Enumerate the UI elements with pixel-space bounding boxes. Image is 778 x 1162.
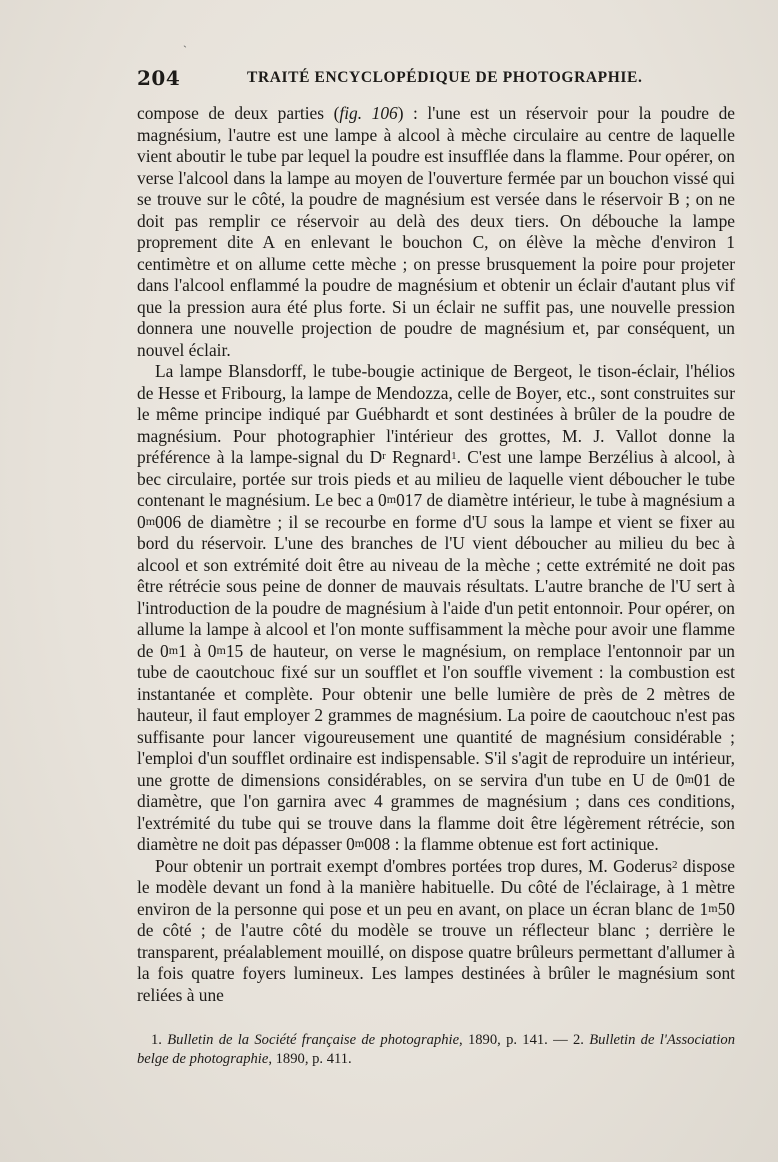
paragraph-1: compose de deux parties (fig. 106) : l'une est un réservoir pour la poudre de magnésium, l'autre est une lampe à alcool à mèche circulaire au centre de laquelle vient aboutir le tube par lequel la poudre est insufflée dans la flamme. Pour opérer, on verse l'alcool dans la lampe au moyen de l'ouverture fermée par un bouchon vissé qui se trouve sur le côté, la poudre de magnésium est versée dans le réservoir B ; on ne doit pas remplir ce réservoir au delà des deux tiers. On débouche la lampe proprement dite A en enlevant le bouchon C, on élève la mèche d'environ 1 centimètre et on allume cette mèche ; on presse brusquement la poire pour projeter dans l'alcool enflammé la poudre de magnésium et obtenir un éclair d'autant plus vif que la pression aura été plus forte. Si un éclair ne suffit pas, une nouvelle pression donnera une nouvelle projection de poudre de magnésium et, par conséquent, un nouvel éclair. — [137, 103, 735, 360]
footnote-ref-1: 1 — [451, 450, 457, 462]
paragraph-2: La lampe Blansdorff, le tube-bougie actinique de Bergeot, le tison-éclair, l'hélios de Hesse et Fribourg, la lampe de Mendozza, celle de Boyer, etc., sont construites sur le même principe indiqué par Guébhardt et sont destinées à brûler de la poudre de magnésium. Pour photographier l'intérieur des grottes, M. J. Vallot donne la préférence à la lampe-signal du $D^r$ Regnard$^1$. C'est une lampe Berzélius à alcool, à bec circulaire, portée sur trois pieds et au milieu de laquelle vient déboucher le tube contenant le magnésium. Le bec a 0m017 de diamètre intérieur, le tube à magnésium a 0m006 de diamètre ; il se recourbe en forme d'U sous la lampe et vient se fixer au bord du réservoir. L'une des branches de l'U vient déboucher au milieu du bec à alcool et son extrémité doit être au niveau de la mèche ; cette extrémité ne doit pas être rétrécie sous peine de donner de mauvais résultats. L'autre branche de l'U sert à l'introduction de la poudre de magnésium à l'aide d'un petit entonnoir. Pour opérer, on allume la lampe à alcool et l'on monte suffisamment la mèche pour avoir une flamme de 0m1 à 0m15 de hauteur, on verse le magnésium, on remplace l'entonnoir par un tube de caoutchouc fixé sur un soufflet et l'on souffle vivement : la combustion est instantanée et complète. Pour obtenir une belle lumière de près de 2 mètres de hauteur, il faut employer 2 grammes de magnésium. La poire de caoutchouc n'est pas suffisante pour lancer vigoureusement une quantité de magnésium considérable ; l'emploi d'un soufflet ordinaire est indispensable. S'il s'agit de reproduire un intérieur, une grotte de dimensions considérables, on se servira d'un tube en U de 0m01 de diamètre, que l'on garnira avec 4 grammes de magnésium ; dans ces conditions, l'extrémité du tube qui se trouve dans la flamme doit être légèrement rétrécie, son diamètre ne doit pas dépasser 0m008 : la flamme obtenue est fort actinique. — [137, 361, 736, 854]
footnote-title-1: Bulletin de la Société française de photographie — [167, 1032, 460, 1048]
page-number: 204 — [137, 66, 181, 90]
body-text — [137, 103, 735, 1006]
footnote-text: 1. Bulletin de la Société française de photographie, 1890, p. 141. — 2. Bulletin de l'Association belge de photographie, 1890, p. 411. — [137, 1032, 735, 1067]
figure-reference: fig. 106 — [339, 103, 398, 123]
footnote-number-1: 1. — [151, 1032, 162, 1048]
footnote-number-2: 2. — [572, 1032, 584, 1048]
footnote-title-2: Bulletin de l'Association belge de photographie — [137, 1032, 735, 1067]
footnotes — [137, 1031, 735, 1069]
page-header — [137, 66, 735, 92]
running-head: TRAITÉ ENCYCLOPÉDIQUE DE PHOTOGRAPHIE. — [247, 69, 643, 86]
footnote-ref-2: 2 — [672, 858, 678, 871]
stray-mark: ˎ — [183, 34, 187, 48]
paragraph-3: Pour obtenir un portrait exempt d'ombres portées trop dures, M. Goderus$^2$ dispose le modèle devant un fond à la manière habituelle. Du côté de l'éclairage, à 1 mètre environ de la personne qui pose et un peu en avant, on place un écran blanc de 1m50 de côté ; de l'autre côté du modèle se trouve un réflecteur blanc ; derrière le transparent, préalablement mouillé, on dispose quatre brûleurs permettant d'allumer à la fois quatre foyers lumineux. Les lampes destinées à brûler le magnésium sont reliées à une — [137, 855, 735, 1005]
